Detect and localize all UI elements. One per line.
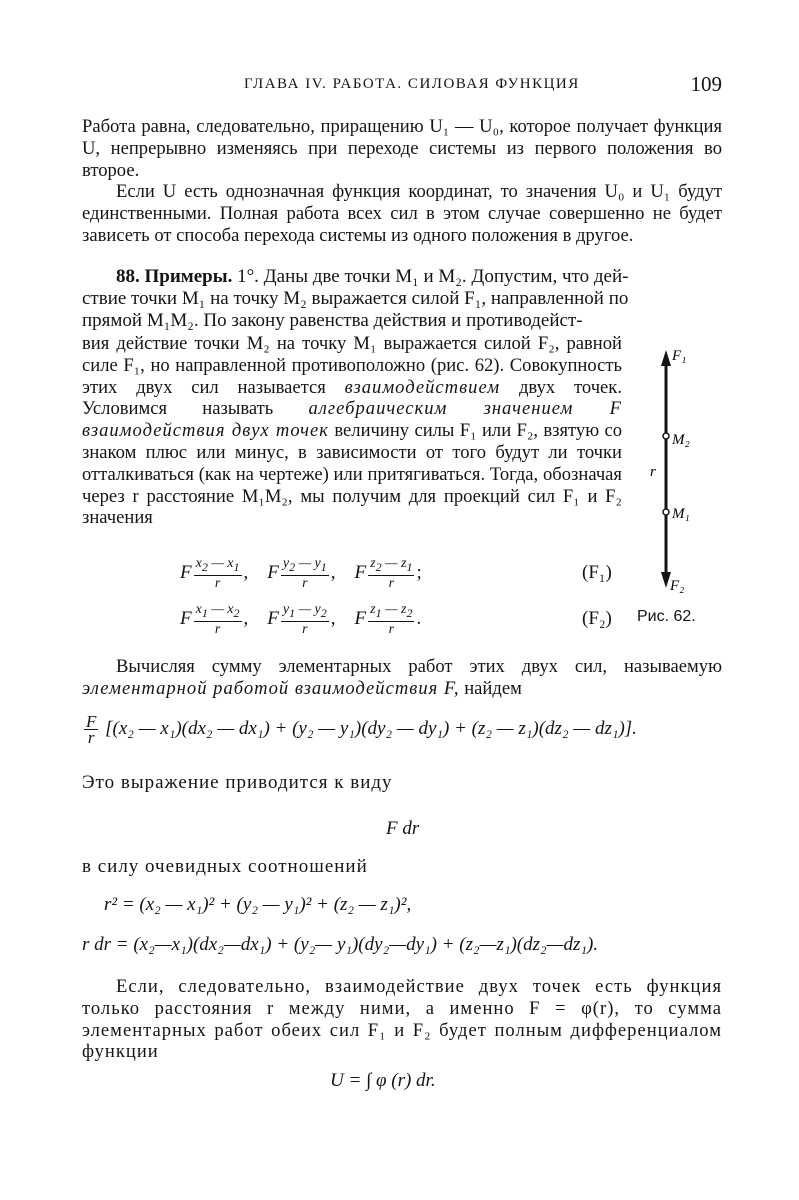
paragraph-3-narrow [82,333,622,529]
paragraph-4-start: Вычисляя сумму элементарных работ этих двух сил, называемую [116,656,722,677]
paragraph-4-end: найдем [464,677,522,699]
paragraph-3-line3: прямой M₁M₂. По закону равенства действия и противодейст- [82,310,583,331]
point-m1 [663,509,669,515]
equation-1-body: [(x₂ — x₁)(dx₂ — dx₁) + (y₂ — y₁)(dy₂ — dy₁) + (z₂ — z₁)(dz₂ — dz₁)]. [105,717,637,739]
paragraph-7: Если, следовательно, взаимодействие двух точек есть функция только расстояния r между ними, а именно F = φ(r), то сумма элементарных работ обеих сил F₁ и F₂ будет полным дифференциалом функции [82,976,722,1063]
equation-2: F dr [386,818,420,839]
paragraph-3-cont1: двух точек. Условимся называть [82,376,622,420]
equation-4: r dr = (x₂—x₁)(dx₂—dx₁) + (y₂— y₁)(dy₂—dy₁) + (z₂—z₁)(dz₂—dz₁). [82,934,599,955]
label-f2: F₂ [670,578,685,594]
paragraph-3-line1: 1°. Даны две точки M₁ и M₂. Допустим, что дей- [237,266,629,287]
figure-caption: Рис. 62. [637,608,696,625]
projections-row-1-label: (F₁) [582,562,612,583]
label-m2: M₂ [672,432,690,448]
figure-62 [620,340,730,640]
running-title: ГЛАВА IV. РАБОТА. СИЛОВАЯ ФУНКЦИЯ [244,76,580,92]
paragraph-4 [82,656,722,700]
paragraph-3-line2: ствие точки M₁ на точку M₂ выражается силой F₁, направленной по [82,288,629,309]
paragraph-1: Работа равна, следовательно, приращению U₁ — U₀, которое получает функция U, непрерывно изменяясь при переходе системы из первого положения во второе. [82,116,722,181]
projections-row-2: F $\frac{x_1 — x_2}{r}$ , F $\frac{y_1 — y_2}{r}$ , F $\frac{z_1 — z_2}{r}$ . (F₂) [180,602,612,637]
arrow-up-icon [661,350,671,366]
paragraph-5: Это выражение приводится к виду [82,772,393,793]
page-number: 109 [690,72,722,96]
projections-row-2-label: (F₂) [582,608,612,629]
running-header [82,72,722,98]
label-f1: F₁ [672,348,687,364]
section-88-line1 [116,266,628,288]
label-m1: M₁ [672,506,690,522]
section-number: 88. Примеры. [116,266,233,287]
term-elementary-work: элементарной работой взаимодействия F, [82,677,460,699]
term-interaction: взаимодействием [344,376,501,398]
paragraph-2: Если U есть однозначная функция координат, то значения U₀ и U₁ будут единственными. Полная работа всех сил в этом случае совершенно не будет зависеть от способа перехода системы из одного положения в другое. [82,181,722,246]
equation-5: U = ∫ φ (r) dr. [330,1070,436,1091]
paragraph-6: в силу очевидных соотношений [82,856,368,877]
projections-row-1: F $\frac{x_2 — x_1}{r}$ , F $\frac{y_2 — y_1}{r}$ , F $\frac{z_2 — z_1}{r}$ ; (F₁) [180,556,612,591]
equation-3: r² = (x₂ — x₁)² + (y₂ — y₁)² + (z₂ — z₁)², [104,894,412,915]
paragraph-3-narrow-text: вия действие точки M₂ на точку M₁ выражается силой F₂, равной силе F₁, но направленной противоположно (рис. 62). Совокупность этих двух сил называется [82,333,622,398]
label-r: r [650,464,656,480]
point-m2 [663,433,669,439]
term-algebraic-value: алгебраическим значением F взаимодействия двух точек [82,398,622,442]
equation-1: $\frac{F}{r}$ [(x₂ — x₁)(dx₂ — dx₁) + (y₂ — y₁)(dy₂ — dy₁) + (z₂ — z₁)(dz₂ — dz₁)]. [86,712,637,747]
paragraph-3-cont2: величину силы F₁ или F₂, взятую со знаком плюс или минус, в зависимости от того будут ли точки отталкиваться (как на чертеже) или притягиваться. Тогда, обозначая через r расстояние M₁M₂, мы получим для проекций сил F₁ и F₂ значения [82,420,622,529]
